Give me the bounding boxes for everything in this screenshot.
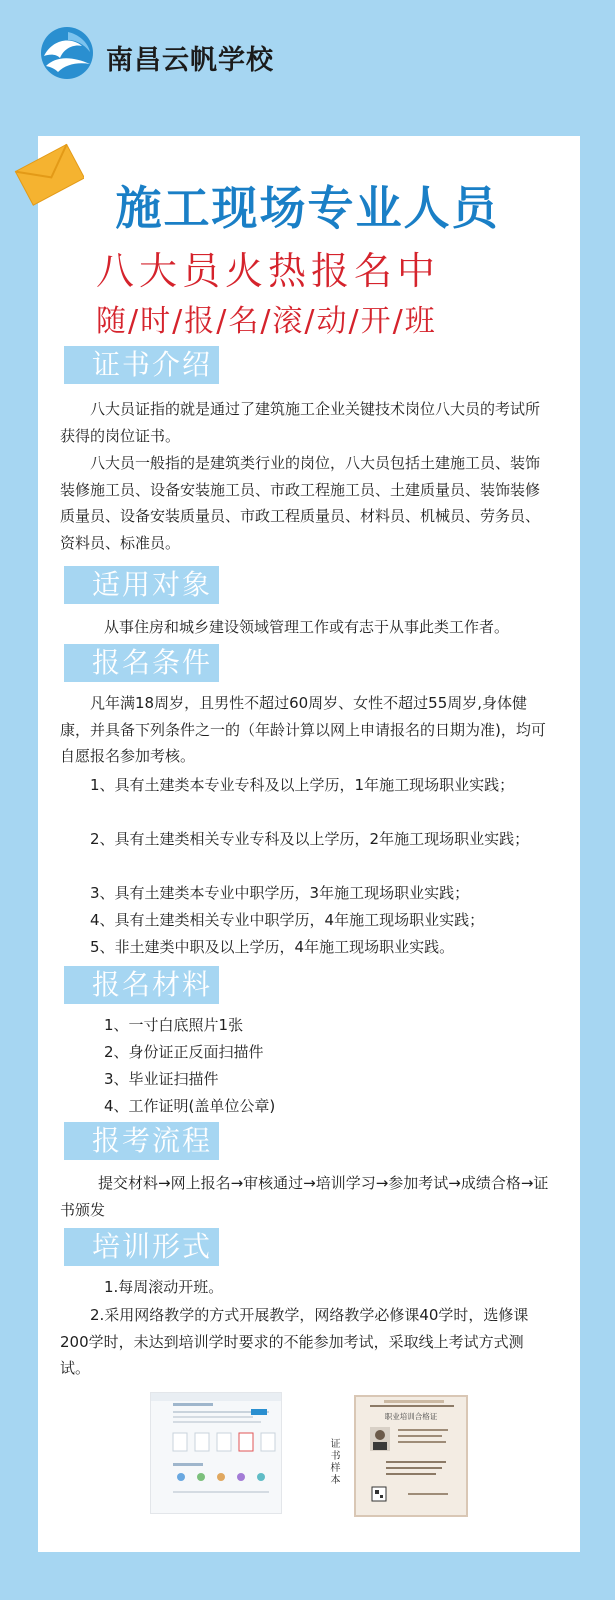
cert-paragraph-2: 八大员一般指的是建筑类行业的岗位，八大员包括土建施工员、装饰装修施工员、设备安装施工员、市政工程施工员、土建质量员、装饰装修质量员、设备安装质量员、市政工程质量员、材料员、机械员、劳务员、资料员、标准员。 xyxy=(60,454,541,552)
material-item-1: 1、一寸白底照片1张 xyxy=(104,1016,244,1034)
school-logo-icon xyxy=(38,26,98,80)
section-heading-cert: 证书介绍 xyxy=(64,346,219,384)
certificate-sample xyxy=(354,1395,468,1517)
training-item-1: 1.每周滚动开班。 xyxy=(104,1278,224,1296)
training-item-2: 2.采用网络教学的方式开展教学，网络教学必修课40学时，选修课200学时，未达到培训学时要求的不能参加考试，采取线上考试方式测试。 xyxy=(60,1306,529,1377)
process-paragraph: 提交材料→网上报名→审核通过→培训学习→参加考试→成绩合格→证书颁发 xyxy=(60,1174,549,1219)
section-heading-audience: 适用对象 xyxy=(64,566,219,604)
brand-name: 南昌云帆学校 xyxy=(106,45,274,76)
website-screenshot-graphic xyxy=(151,1393,281,1513)
certificate-graphic xyxy=(356,1397,466,1515)
section-heading-materials: 报名材料 xyxy=(64,966,219,1004)
section-heading-conditions: 报名条件 xyxy=(64,644,219,682)
subtitle: 八大员火热报名中 xyxy=(96,249,441,293)
section-heading-process: 报考流程 xyxy=(64,1122,219,1160)
cert-paragraph-1: 八大员证指的就是通过了建筑施工企业关键技术岗位八大员的考试所获得的岗位证书。 xyxy=(60,400,541,445)
section-heading-training: 培训形式 xyxy=(64,1228,219,1266)
condition-item-5: 5、非土建类中职及以上学历，4年施工现场职业实践。 xyxy=(90,938,455,956)
cert-sample-label: 证书样本 xyxy=(328,1438,339,1486)
certificate-sample-title: 职业培训合格证 xyxy=(384,1412,438,1421)
condition-item-1: 1、具有土建类本专业专科及以上学历，1年施工现场职业实践； xyxy=(90,776,515,794)
condition-item-2: 2、具有土建类相关专业专科及以上学历，2年施工现场职业实践； xyxy=(90,830,530,848)
material-item-2: 2、身份证正反面扫描件 xyxy=(104,1043,264,1061)
condition-item-3: 3、具有土建类本专业中职学历，3年施工现场职业实践； xyxy=(90,884,470,902)
conditions-paragraph: 凡年满18周岁，且男性不超过60周岁、女性不超过55周岁,身体健康，并具备下列条件之一的（年龄计算以网上申请报名的日期为准)，均可自愿报名参加考核。 xyxy=(60,694,546,765)
main-title: 施工现场专业人员 xyxy=(115,181,500,235)
material-item-3: 3、毕业证扫描件 xyxy=(104,1070,219,1088)
subtitle-schedule: 随/时/报/名/滚/动/开/班 xyxy=(96,304,437,339)
material-item-4: 4、工作证明(盖单位公章) xyxy=(104,1097,276,1115)
audience-paragraph: 从事住房和城乡建设领域管理工作或有志于从事此类工作者。 xyxy=(104,618,510,636)
condition-item-4: 4、具有土建类相关专业中职学历，4年施工现场职业实践； xyxy=(90,911,485,929)
website-screenshot-sample xyxy=(150,1392,282,1514)
